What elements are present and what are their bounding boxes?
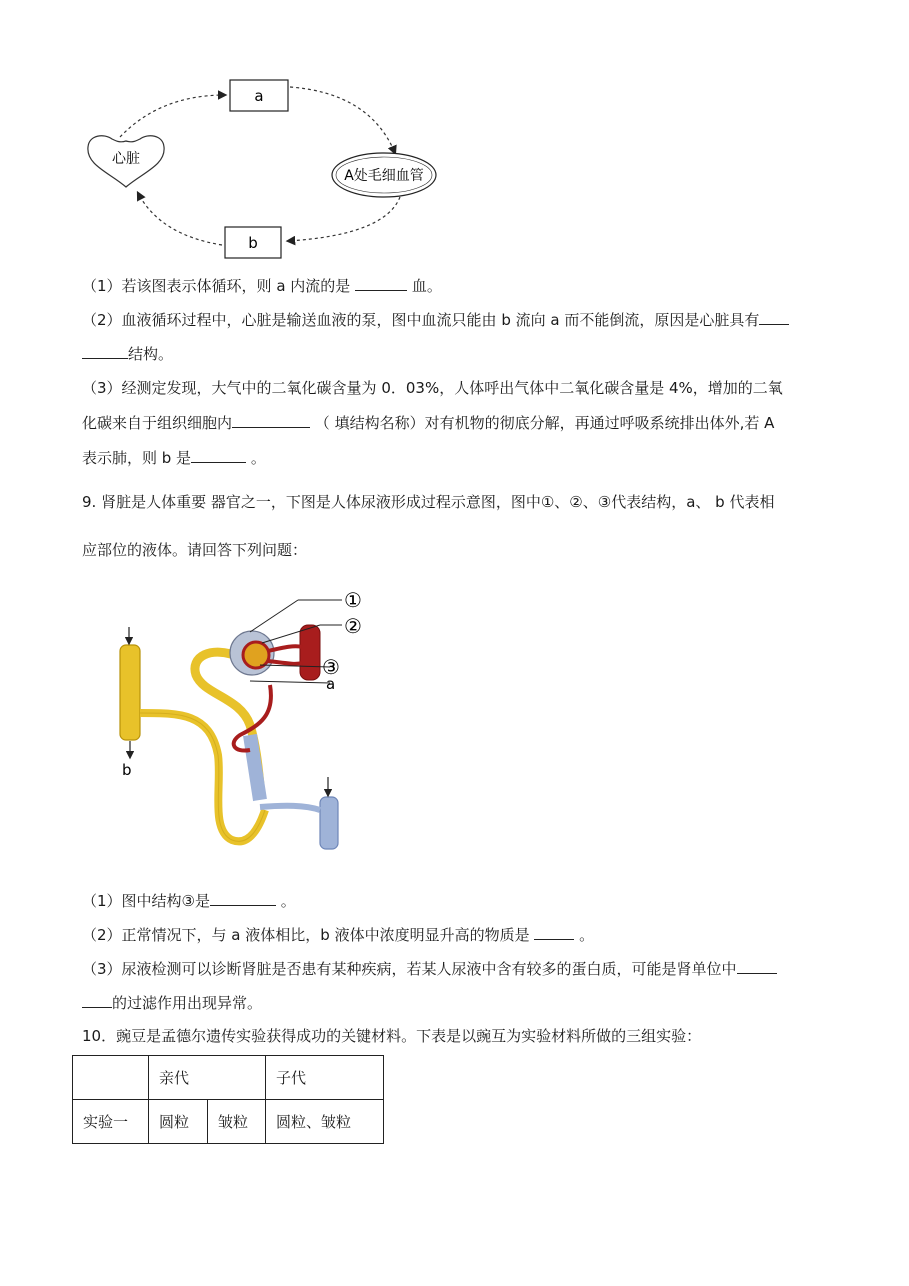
table-cell: 皱粒 (208, 1100, 266, 1144)
q9-part3-blank-b[interactable] (82, 993, 112, 1008)
arrow-capillary-to-b (288, 197, 400, 241)
q8-part3-line1: （3）经测定发现，大气中的二氧化碳含量为 0．03%，人体呼出气体中二氧化碳含量是 4%，增加的二氧 (82, 379, 783, 397)
heart-label: 心脏 (112, 151, 140, 167)
q9-intro-line1: 9. 肾脏是人体重要 器官之一，下图是人体尿液形成过程示意图，图中①、②、③代表结构，a、 b 代表相 (82, 493, 775, 511)
q9-part1-blank[interactable] (210, 891, 276, 906)
q8-part2-blank-a[interactable] (759, 310, 789, 325)
q8-part1-blank[interactable] (355, 276, 407, 291)
q9-part2: （2）正常情况下，与 a 液体相比，b 液体中浓度明显升高的物质是 。 (82, 926, 595, 944)
box-a-label: a (254, 87, 264, 105)
label-a: a (326, 675, 336, 693)
renal-vein (320, 797, 338, 849)
q9-part1: （1）图中结构③是 。 (82, 892, 296, 910)
label-3: ③ (322, 655, 340, 679)
collecting-duct (120, 645, 140, 740)
q10-intro: 10．豌豆是孟德尔遗传实验获得成功的关键材料。下表是以豌互为实验材料所做的三组实验： (82, 1027, 702, 1045)
capillary-label: A处毛细血管 (344, 168, 424, 184)
box-b-label: b (248, 234, 258, 252)
table-header-cell (73, 1056, 149, 1100)
q9-part3-blank-a[interactable] (737, 959, 777, 974)
q8-part3-blank-b[interactable] (191, 448, 246, 463)
arrow-heart-to-a (120, 95, 225, 137)
loop-of-henle (250, 735, 260, 800)
q9-part3-line1: （3）尿液检测可以诊断肾脏是否患有某种疾病，若某人尿液中含有较多的蛋白质，可能是肾单位中 (82, 959, 777, 979)
table-cell: 圆粒 (149, 1100, 208, 1144)
label-b: b (122, 761, 132, 779)
q8-part3-line3: 表示肺，则 b 是 。 (82, 449, 266, 467)
label-2: ② (344, 614, 362, 638)
glomerulus (243, 642, 269, 668)
renal-artery (300, 625, 320, 680)
q8-part3-line2: 化碳来自于组织细胞内 （ 填结构名称）对有机物的彻底分解，再通过呼吸系统排出体外,若 A (82, 414, 775, 432)
table-header-row (73, 1056, 384, 1100)
q8-part1: （1）若该图表示体循环，则 a 内流的是 血。 (82, 277, 442, 295)
q9-intro-line2: 应部位的液体。请回答下列问题： (82, 541, 308, 559)
table-row (73, 1100, 384, 1144)
nephron-diagram (100, 585, 390, 855)
table-header-cell: 子代 (266, 1056, 384, 1100)
efferent-arteriole (268, 661, 302, 664)
arrow-b-to-heart (138, 193, 222, 245)
table-cell: 圆粒、皱粒 (266, 1100, 384, 1144)
q8-part2-line1: （2）血液循环过程中，心脏是输送血液的泵，图中血流只能由 b 流向 a 而不能倒流，原因是心脏具有 (82, 310, 789, 330)
label-1: ① (344, 588, 362, 612)
q8-part3-blank-a[interactable] (232, 413, 310, 428)
vein-branch (260, 806, 320, 810)
arrow-a-to-capillary (290, 87, 395, 153)
pea-experiment-table (72, 1055, 384, 1144)
leader-1 (250, 600, 298, 632)
leader-a (250, 681, 330, 683)
circulation-diagram (80, 75, 460, 265)
table-header-cell: 亲代 (149, 1056, 266, 1100)
table-cell: 实验一 (73, 1100, 149, 1144)
q8-part2-line2: 结构。 (82, 344, 173, 364)
q8-part2-blank-b[interactable] (82, 344, 128, 359)
q9-part2-blank[interactable] (534, 925, 574, 940)
q9-part3-line2: 的过滤作用出现异常。 (82, 993, 262, 1013)
